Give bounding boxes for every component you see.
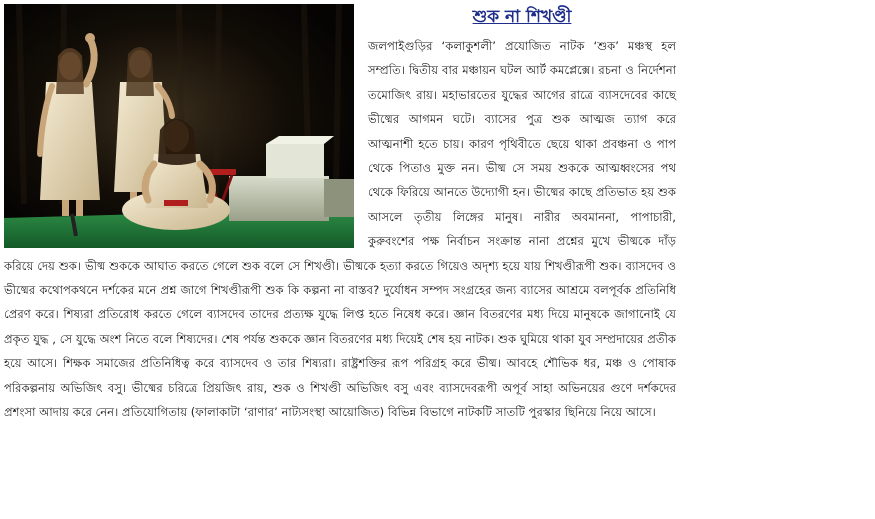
stage-scene-illustration bbox=[4, 4, 354, 248]
article bbox=[4, 4, 676, 425]
article-title: শুক না শিখণ্ডী bbox=[472, 7, 572, 27]
article-body: জলপাইগুড়ির ‘কলাকুশলী’ প্রযোজিত নাটক ‘শুক’ মঞ্চস্থ হল সম্প্রতি। দ্বিতীয় বার মঞ্চায়ন ঘটল আর্ট কমপ্লেক্সে। রচনা ও নির্দেশনা তমোজিৎ রায়। মহাভারতের যুদ্ধের আগের রাত্রে ব্যাসদেবের কাছে ভীষ্মের আগমন ঘটে। ব্যাসের পুত্র শুক আত্মজ ত্যাগ করে আত্মনাশী হতে চায়। কারণ পৃথিবীতে ছেয়ে থাকা প্রবঞ্চনা ও পাপ থেকে পিতাও মুক্ত নন। ভীষ্ম সে সময় শুককে আত্মধ্বংসের পথ থেকে ফিরিয়ে আনতে উদ্যোগী হন। ভীষ্মের কাছে প্রতিভাত হয় শুক আসলে তৃতীয় লিঙ্গের মানুষ। নারীর অবমাননা, পাপাচারী, কুরুবংশের পক্ষ নির্বাচন সংক্রান্ত নানা প্রশ্নের মুখে ভীষ্মকে দাঁড় করিয়ে দেয় শুক। ভীষ্ম শুককে আঘাত করতে গেলে শুক বলে সে শিখণ্ডী। ভীষ্মকে হত্যা করতে গিয়েও অদৃশ্য হয়ে যায় শিখণ্ডীরূপী শুক। ব্যাসদেব ও ভীষ্মের কথোপকথনে দর্শকের মনে প্রশ্ন জাগে শিখণ্ডীরূপী শুক কি কল্পনা না বাস্তব? দুর্যোধন সম্পদ সংগ্রহের জন্য ব্যাসের আশ্রমে বলপূর্বক প্রতিনিধি প্রেরণ করে। শিষ্যরা প্রতিরোধ করতে গেলে ব্যাসদেব তাদের প্রত্যক্ষ যুদ্ধে লিপ্ত হতে নিষেধ করে। জ্ঞান বিতরণের মধ্য দিয়ে মানুষকে জাগানোই যে প্রকৃত যুদ্ধ , সে যুদ্ধে অংশ নিতে বলে শিষ্যদের। শেষ পর্যন্ত শুককে জ্ঞান বিতরণের মধ্য দিয়েই শেষ হয় নাটক। শুক ঘুমিয়ে থাকা যুব সম্প্রদায়ের প্রতীক হয়ে আসে। শিক্ষক সমাজের প্রতিনিধিত্ব করে ব্যাসদেব ও তার শিষ্যরা। রাষ্ট্রশক্তির রূপ পরিগ্রহ করে ভীষ্ম। আবহে শৌভিক ধর, মঞ্চ ও পোষাক পরিকল্পনায় অভিজিৎ বসু। ভীষ্মের চরিত্রে প্রিয়জিৎ রায়, শুক ও শিখণ্ডী অভিজিৎ বসু এবং ব্যাসদেবরূপী অপূর্ব সাহা অভিনয়ের গুণে দর্শকদের প্রশংসা আদায় করে নেন। প্রতিযোগিতায় (ফালাকাটা ‘রাণার’ নাট্যসংস্থা আয়োজিত) বিভিন্ন বিভাগে নাটকটি সাতটি পুরস্কার ছিনিয়ে নিয়ে আসে। bbox=[4, 39, 676, 420]
stage-photo bbox=[4, 4, 354, 248]
